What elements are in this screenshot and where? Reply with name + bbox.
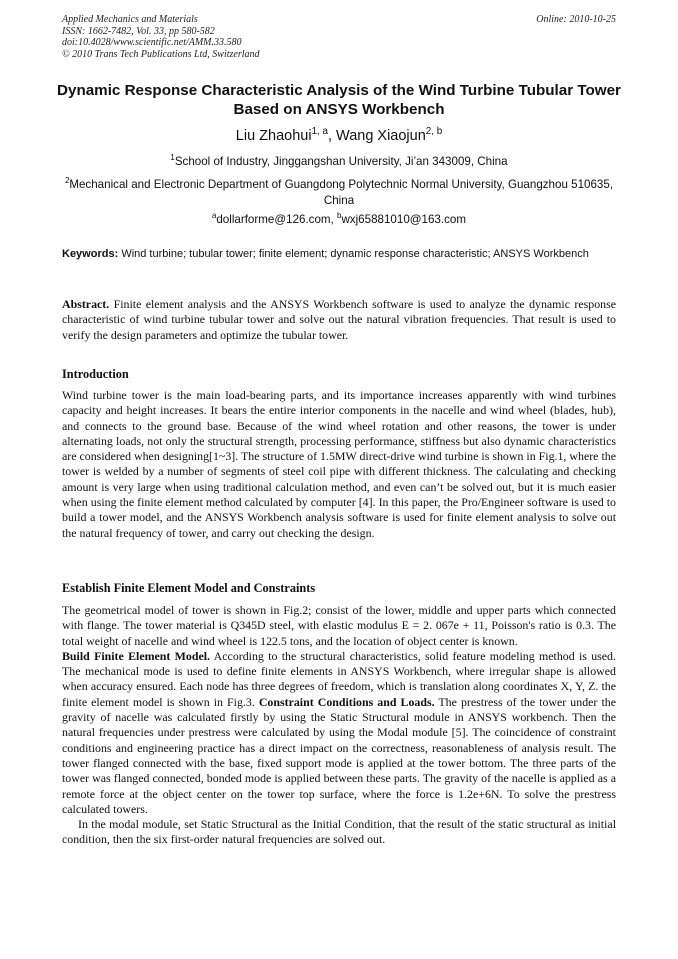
build-model-runin: Build Finite Element Model. (62, 648, 211, 663)
affiliation-2 (60, 177, 618, 209)
author-emails (60, 212, 618, 228)
build-model-text: According to the structural characteristics, solid feature modeling method is used. The mechanical mode is used to define finite elements in ANSYS Workbench, where irregular shape is allowed when accuracy ensured. Each node has three degrees of freedom, which is translation along coordinates X, Y, Z. the finite element model is shown in Fig.3. (62, 648, 616, 709)
abstract (62, 297, 616, 343)
author-2-name: Wang Xiaojun (336, 128, 426, 144)
model-paragraph-2 (62, 649, 616, 817)
keywords-text: Wind turbine; tubular tower; finite element; dynamic response characteristic; ANSYS Workbench (121, 248, 589, 260)
affiliation-2-mark: 2 (64, 176, 70, 186)
section-introduction-body (62, 388, 616, 541)
email-1: dollarforme@126.com (216, 213, 331, 226)
email-2-mark: b (337, 211, 342, 221)
section-model-body (62, 603, 616, 848)
affiliation-1-mark: 1 (170, 153, 175, 163)
author-separator: , (327, 128, 337, 144)
journal-copyright: © 2010 Trans Tech Publications Ltd, Switzerland (62, 48, 260, 60)
email-2: wxj65881010@163.com (341, 213, 467, 226)
author-1-marks: 1, a (311, 126, 328, 138)
online-date: Online: 2010-10-25 (536, 14, 616, 25)
constraints-text: The prestress of the tower under the gravity of nacelle was calculated firstly by using the Static Structural module in ANSYS workbench. Then the natural frequencies under prestress were calculated by using the Modal module [5]. The coincidence of constraint conditions and engineering practice has a direct impact on the correctness, reasonableness of analysis result. The tower flanged connected with the base, fixed support mode is applied at the tower bottom. The three parts of the tower was flanged connected, bonded mode is applied between these parts. The gravity of the nacelle is applied as a remote force at the object center on the tower top surface, where the force is 1.2e+6N. To solve the prestress calculated towers. (62, 694, 616, 816)
abstract-text: Finite element analysis and the ANSYS Workbench software is used to analyze the dynamic response characteristic of wind turbine tubular tower and solve out the natural vibration frequencies. That result is used to verify the design parameters and optimize the tubular tower. (62, 297, 616, 342)
section-model-heading: Establish Finite Element Model and Constraints (62, 581, 316, 595)
paper-title: Dynamic Response Characteristic Analysis of the Wind Turbine Tubular Tower Based on ANSYS Workbench (57, 82, 621, 118)
affiliation-1-text: School of Industry, Jinggangshan University, Ji’an 343009, China (174, 155, 508, 168)
keywords-label: Keywords: (62, 248, 119, 260)
journal-name: Applied Mechanics and Materials (62, 14, 198, 25)
keywords (62, 247, 616, 261)
email-separator: , (330, 213, 338, 226)
affiliation-1 (60, 154, 618, 170)
journal-issn: ISSN: 1662-7482, Vol. 33, pp 580-582 (62, 25, 215, 37)
email-1-mark: a (211, 211, 217, 221)
section-introduction-heading: Introduction (62, 367, 129, 381)
introduction-paragraph: Wind turbine tower is the main load-bearing parts, and its importance increases apparently with wind turbines capacity and height increases. It bears the entire interior components in the nacelle and wind wheel (blades, hub), and connects to the ground base. Because of the wind wheel rotation and other reasons, the tower is under alternating loads, not only the structural strength, processing performance, stiffness but also dynamic characteristics are considered when designing[1~3]. The structure of 1.5MW direct-drive wind turbine is shown in Fig.1, where the tower is welded by a number of segments of steel coil pipe with different thickness. The calculating and checking amount is very large when using traditional calculation method, and even can’t be solved out, but it is much easier when using the finite element method calculated by computer [4]. In this paper, the Pro/Engineer software is used to build a tower model, and the ANSYS Workbench analysis software is used for finite element analysis to solve out the natural frequency of tower, and carry out checking the design. (62, 388, 616, 540)
author-2-marks: 2, b (425, 126, 443, 138)
constraints-runin: Constraint Conditions and Loads. (258, 694, 435, 709)
author-1-name: Liu Zhaohui (235, 128, 312, 144)
model-paragraph-3: In the modal module, set Static Structural as the Initial Condition, that the result of the static structural as initial condition, then the six first-order natural frequencies are solved out. (62, 817, 616, 847)
model-paragraph-1: The geometrical model of tower is shown in Fig.2; consist of the lower, middle and upper parts which connected with flange. The tower material is Q345D steel, with elastic modulus E = 2. 067e + 11, Poisson's ratio is 0.3. The total weight of nacelle and wind wheel is 122.5 tons, and the location of object center is known. (62, 603, 616, 648)
journal-doi: doi:10.4028/www.scientific.net/AMM.33.580 (62, 37, 242, 48)
journal-header (62, 14, 616, 60)
abstract-label: Abstract. (62, 297, 110, 311)
affiliation-2-text: Mechanical and Electronic Department of Guangdong Polytechnic Normal University, Guangzhou 510635, China (69, 178, 614, 207)
author-line (40, 127, 638, 145)
